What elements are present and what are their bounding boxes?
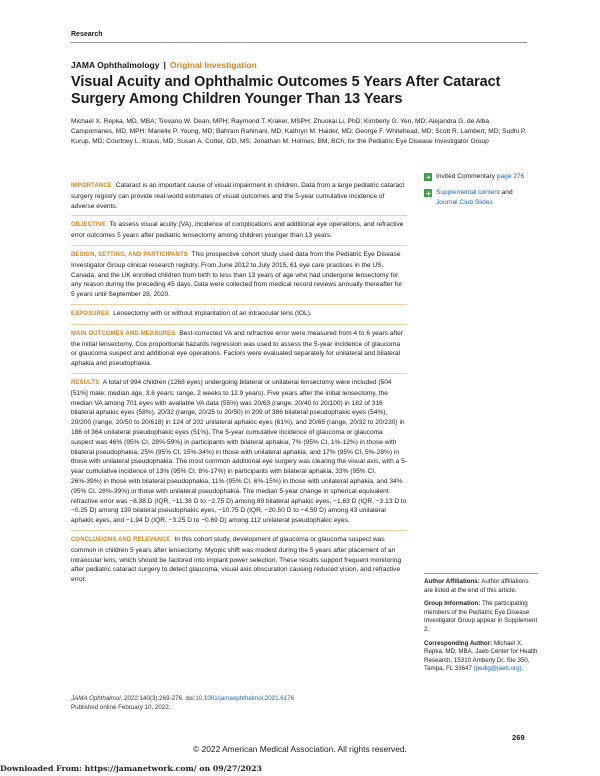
note-text: Author affiliations are listed at the end of this article. [424,578,529,594]
abstract-text: A total of 994 children (1268 eyes) undergoing bilateral or unilateral lensectomy were included (504 [51%] male; median age, 3.6 years; range, 2 weeks to 12.9 years). Five years after the initial lensectomy, the median VA among 701 eyes with available VA data (55%) was 20/63 (range, 20/40 to 20/100) in 182 of 316 bilateral aphakic eyes (58%), 20/32 (range, 20/25 to 20/50) in 209 of 386 bilateral pseudophakic eyes (54%), 20/200 (range, 20/50 to 20/618) in 124 of 202 unilateral aphakic eyes (61%), and 20/65 (range, 20/32 to 20/230) in 186 of 364 unilateral pseudophakic eyes (51%). The 5-year cumulative incidence of glaucoma or glaucoma suspect was 46% (95% CI, 28%-59%) in participants with bilateral aphakia, 7% (95% CI, 1%-12%) in those with bilateral pseudophakia, 25% (95% CI, 15%-34%) in those with unilateral aphakia, and 17% (95% CI, 5%-28%) in those with unilateral pseudophakia. The most common additional eye surgery was clearing the visual axis, with a 5-year cumulative incidence of 13% (95% CI, 8%-17%) in participants with bilateral aphakia, 33% (95% CI, 26%-39%) in those with bilateral pseudophakia, 11% (95% CI, 6%-15%) in those with unilateral aphakia, and 34% (95% CI, 28%-39%) in those with unilateral pseudophakia. The median 5-year change in spherical equivalent refractive error was −8.38 D (IQR, −11.38 D to −2.75 D) among 89 bilateral aphakic eyes, −1.63 D (IQR, −3.13 D to −0.25 D) among 130 bilateral pseudophakic eyes, −10.75 D (IQR, −20.50 D to −4.50 D) among 43 unilateral aphakic eyes, and −1.94 D (IQR, −3.25 D to −0.69 D) among 112 unilateral pseudophakic eyes. [71,378,407,525]
abstract-text: In this cohort study, development of glaucoma or glaucoma suspect was common in children 5 years after lensectomy. Myopic shift was modest during the 5 years after placement of an intraocular lens, which should be factored into implant power selection. These results support frequent monitoring after pediatric cataract surgery to detect glaucoma, visual axis obscuration causing reduced vision, and refractive error. [71,535,402,584]
abstract-text: This prospective cohort study used data from the Pediatric Eye Disease Investigator Group clinical research registry. From June 2012 to July 2015, 61 eye care practices in the US, Canada, and the UK enrolled children from birth to less than 13 years of age who had undergone lensectomy for any reason during the preceding 45 days. Data were collected from medical record reviews annually thereafter for 5 years until September 28, 2020. [71,250,403,299]
abstract-heading: MAIN OUTCOMES AND MEASURES [71,330,176,337]
supplemental-row [424,188,534,208]
abstract-text: Best-corrected VA and refractive error were measured from 4 to 6 years after the initial lensectomy. Cox proportional hazards regression was used to assess the 5-year incidence of glaucoma or glaucoma suspect and additional eye operations. Factors were evaluated separately for unilateral and bilateral aphakia and pseudophakia. [71,329,404,368]
abstract-heading: DESIGN, SETTING, AND PARTICIPANTS [71,251,188,258]
note-text: The participating members of the Pediatric Eye Disease Investigator Group appear in Supplement 2. [424,600,538,633]
abstract-heading: RESULTS [71,379,100,386]
note-heading: Corresponding Author: [424,639,493,647]
abstract-objective [71,220,407,246]
article-type: Original Investigation [169,60,257,70]
copyright: © 2022 American Medical Association. All rights reserved. [193,744,407,754]
and-text: and [501,189,513,196]
published-date: Published online February 10, 2022. [71,704,171,711]
abstract-text: Cataract is an important cause of visual impairment in children. Data from a large pediatric cataract surgery registry can provide real-world estimates of visual outcomes and the 5-year cumulative incidence of adverse events. [71,182,405,210]
supplemental-content-link[interactable]: Supplemental content [436,189,500,196]
abstract [71,181,407,593]
abstract-text: Lensectomy with or without implantation of an intraocular lens (IOL). [113,309,312,317]
journal-line [71,60,257,70]
header-rule [71,42,527,43]
author-list: Michael X. Repka, MD, MBA; Trevano W. Dean, MPH; Raymond T. Kraker, MSPH; Zhuokai Li, PhD; Kimberly G. Yen, MD; Alejandra G. de Alba Campomanes, MD, MPH; Marielle P. Young, MD; Bahram Rahmani, MD; Kathryn M. Haider, MD; George F. Whitehead, MD; Scott R. Lambert, MD; Sudhi P. Kurup, MD; Courtney L. Kraus, MD; Susan A. Cotter, OD, MS; Jonathan M. Holmes, BM, BCh; for the Pediatric Eye Disease Investigator Group [71,118,527,145]
abstract-exposures [71,309,407,325]
section-label: Research [71,31,103,38]
corresponding-note [424,640,538,674]
abstract-conclusions [71,535,407,589]
journal-club-link[interactable]: Journal Club Slides [436,199,493,206]
plus-icon [424,189,432,197]
abstract-results [71,378,407,531]
note-heading: Group Information: [424,600,481,608]
abstract-outcomes [71,329,407,374]
abstract-heading: IMPORTANCE [71,183,112,189]
doi-link[interactable]: 10.1001/jamaophthalmol.2021.6176 [195,695,295,702]
download-stamp: Downloaded From: https://jamanetwork.com/ on 09/27/2023 [0,764,262,773]
citation [71,694,371,712]
email-link[interactable]: (pedig@jaeb.org). [473,665,524,673]
abstract-importance [71,181,407,216]
abstract-heading: OBJECTIVE [71,222,106,229]
note-text: Michael X. Repka, MD, MBA, Jaeb Center for Health Research, 15310 Amberly Dr, Ste 350, Tampa, FL 33647 [424,639,538,673]
journal-separator: | [163,60,166,70]
invited-commentary-row [424,172,534,182]
group-note [424,600,538,634]
note-heading: Author Affiliations: [424,578,480,585]
page-number: 269 [512,733,525,742]
author-notes [424,573,538,679]
citation-journal: JAMA Ophthalmol. [71,695,123,702]
sidebar-links [424,172,534,214]
arrow-icon [424,173,432,181]
notes-rule [424,573,538,574]
affiliations-note [424,578,538,595]
citation-ref: 2022;140(3):269-276. doi: [124,695,196,702]
journal-name: JAMA Ophthalmology [71,60,160,70]
abstract-heading: CONCLUSIONS AND RELEVANCE [71,536,171,543]
invited-commentary-label: Invited Commentary [436,173,495,180]
invited-commentary-link[interactable]: page 276 [496,173,525,180]
article-title: Visual Acuity and Ophthalmic Outcomes 5 Years After Cataract Surgery Among Children Younger Than 13 Years [71,74,501,107]
abstract-design [71,250,407,305]
abstract-heading: EXPOSURES [71,310,110,317]
abstract-text: To assess visual acuity (VA), incidence of complications and additional eye operations, and refractive error outcomes 5 years after pediatric lensectomy among children younger than 13 years. [71,221,404,240]
